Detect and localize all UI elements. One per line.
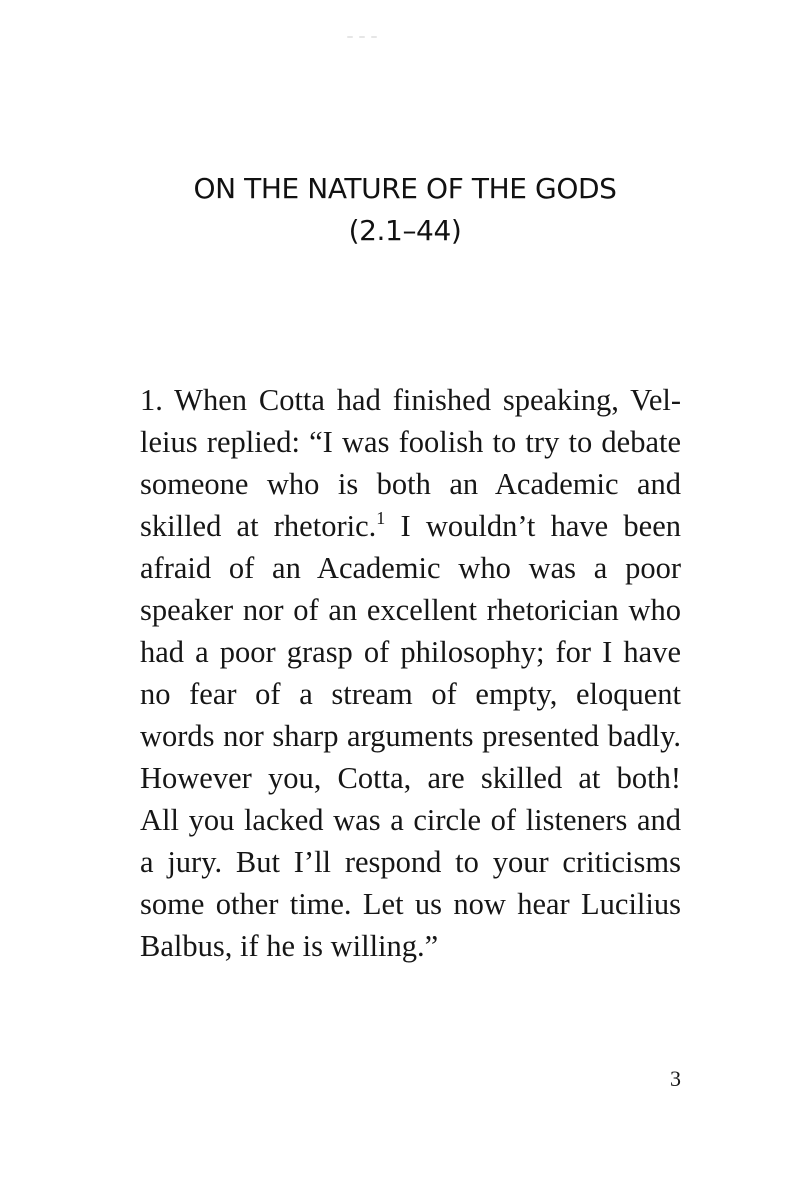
footnote-reference[interactable]: 1 (376, 508, 386, 528)
paragraph-line: no fear of a stream of empty, eloquent (140, 677, 681, 711)
paragraph-line: Balbus, if he is willing.” (140, 929, 439, 963)
paragraph-line: 1. When Cotta had finished speaking, Vel- (140, 383, 681, 417)
top-ornament (340, 32, 384, 42)
paragraph-line: speaker nor of an excellent rhetorician who (140, 593, 681, 627)
paragraph-line: leius replied: “I was foolish to try to debate (140, 425, 681, 459)
paragraph-line: words nor sharp arguments presented badly. (140, 719, 681, 753)
paragraph-line: All you lacked was a circle of listeners and (140, 803, 681, 837)
paragraph-line: a jury. But I’ll respond to your criticisms (140, 845, 681, 879)
paragraph-line: However you, Cotta, are skilled at both! (140, 761, 681, 795)
paragraph-line: had a poor grasp of philosophy; for I have (140, 635, 681, 669)
chapter-title-line-2: (2.1–44) (348, 214, 462, 247)
chapter-title (100, 168, 710, 252)
page-number: 3 (670, 1066, 681, 1091)
paragraph-line-part: skilled at rhetoric. (140, 509, 377, 543)
paragraph-line (140, 505, 681, 547)
chapter-title-line-1: ON THE NATURE OF THE GODS (193, 172, 617, 205)
paragraph-line: someone who is both an Academic and (140, 467, 681, 501)
paragraph-line: afraid of an Academic who was a poor (140, 551, 681, 585)
paragraph-line: some other time. Let us now hear Lucilius (140, 887, 681, 921)
body-paragraph (140, 379, 681, 967)
paragraph-line-part: I wouldn’t have been (385, 509, 681, 543)
